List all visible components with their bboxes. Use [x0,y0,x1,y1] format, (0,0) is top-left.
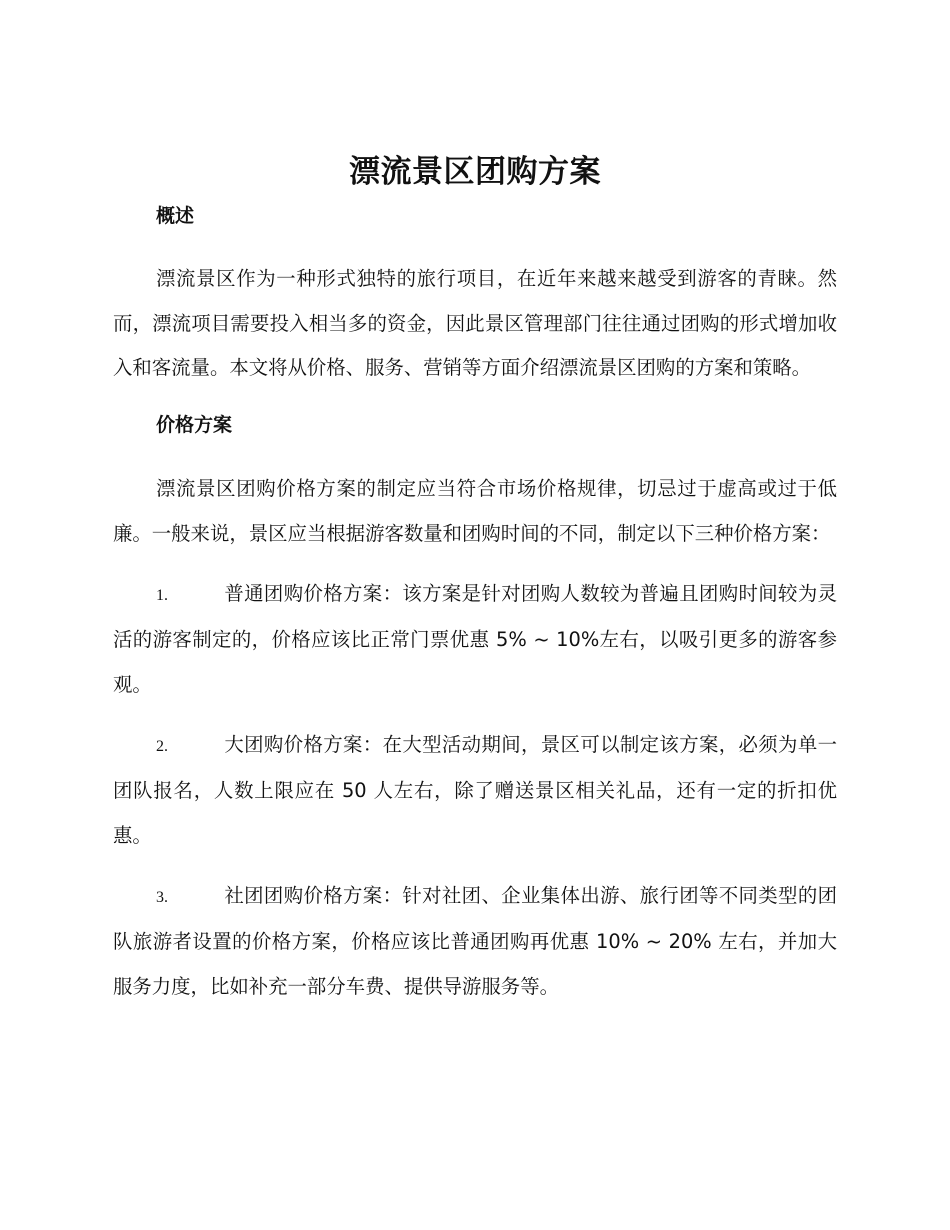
list-item [113,874,837,1010]
list-item [113,572,837,708]
section-heading-overview: 概述 [156,205,195,227]
list-item [113,723,837,859]
list-item-number: 3. [156,888,168,906]
list-item-text: 大团购价格方案：在大型活动期间，景区可以制定该方案，必须为单一团队报名，人数上限应在 50 人左右，除了赠送景区相关礼品，还有一定的折扣优惠。 [113,732,837,848]
section-heading-pricing: 价格方案 [156,414,233,437]
pricing-intro-paragraph: 漂流景区团购价格方案的制定应当符合市场价格规律，切忌过于虚高或过于低廉。一般来说，景区应当根据游客数量和团购时间的不同，制定以下三种价格方案： [113,477,837,545]
overview-paragraph: 漂流景区作为一种形式独特的旅行项目，在近年来越来越受到游客的青睐。然而，漂流项目需要投入相当多的资金，因此景区管理部门往往通过团购的形式增加收入和客流量。本文将从价格、服务、营销等方面介绍漂流景区团购的方案和策略。 [113,267,837,380]
list-item-number: 1. [156,586,168,604]
document-title: 漂流景区团购方案 [349,154,601,190]
list-item-number: 2. [156,737,168,755]
list-item-text: 普通团购价格方案：该方案是针对团购人数较为普遍且团购时间较为灵活的游客制定的，价格应该比正常门票优惠 5% ~ 10%左右，以吸引更多的游客参观。 [113,581,837,696]
document-page [113,148,837,1010]
list-item-text: 社团团购价格方案：针对社团、企业集体出游、旅行团等不同类型的团队旅游者设置的价格方案，价格应该比普通团购再优惠 10% ~ 20% 左右，并加大服务力度，比如补充一部分车费、提供导游服务等。 [113,883,837,999]
